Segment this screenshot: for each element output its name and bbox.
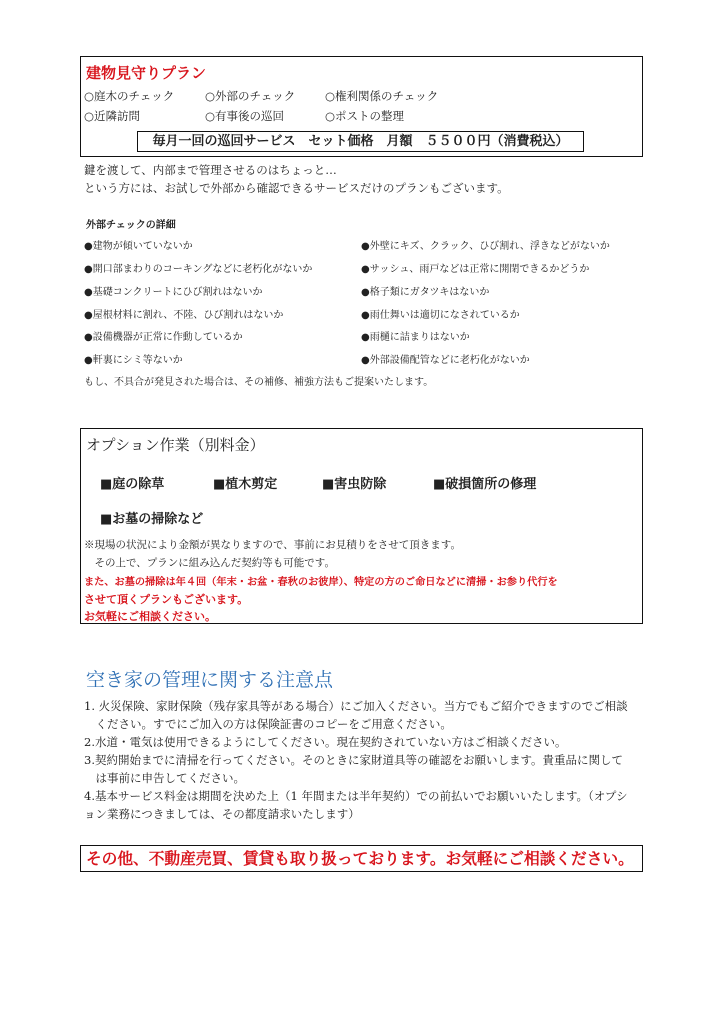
exterior-item: ●建物が傾いていないか — [84, 241, 193, 252]
exterior-item: ●屋根材料に割れ、不陸、ひび割れはないか — [84, 310, 284, 321]
exterior-item: ●雨仕舞いは適切になされているか — [361, 310, 520, 321]
exterior-item: ●格子類にガタツキはないか — [361, 287, 490, 298]
exterior-item: ●設備機器が正常に作動しているか — [84, 332, 243, 343]
plan-item: ○庭木のチェック — [84, 89, 175, 103]
plan-item: ○権利関係のチェック — [325, 89, 439, 103]
plan-item: ○外部のチェック — [205, 89, 296, 103]
option-item: ■害虫防除 — [322, 477, 387, 492]
options-title: オプション作業（別料金） — [86, 436, 265, 454]
plan-title: 建物見守りプラン — [86, 64, 207, 82]
exterior-item: ●基礎コンクリートにひび割れはないか — [84, 287, 263, 298]
plan-item: ○ポストの整理 — [325, 109, 405, 123]
exterior-item: ●軒裏にシミ等ないか — [84, 355, 183, 366]
options-red-note: させて頂くプランもございます。 — [84, 593, 249, 606]
contact-banner: その他、不動産売買、賃貸も取り扱っております。お気軽にご相談ください。 — [86, 849, 634, 868]
option-item: ■植木剪定 — [213, 477, 278, 492]
intro-line: という方には、お試しで外部から確認できるサービスだけのプランもございます。 — [84, 181, 509, 195]
exterior-item: ●外部設備配管などに老朽化がないか — [361, 355, 530, 366]
option-item: ■お墓の掃除など — [100, 512, 204, 527]
caution-line: 2.水道・電気は使用できるようにしてください。現在契約されていない方はご相談ください。 — [84, 735, 567, 749]
caution-line: 1. 火災保険、家財保険（残存家具等がある場合）にご加入ください。当方でもご紹介できますのでご相談 — [84, 699, 628, 713]
exterior-item: ●サッシュ、雨戸などは正常に開閉できるかどうか — [361, 264, 590, 275]
caution-line: ください。すでにご加入の方は保険証書のコピーをご用意ください。 — [84, 717, 452, 731]
caution-line: 3.契約開始までに清掃を行ってください。そのときに家財道具等の確認をお願いします。貴重品に関して — [84, 753, 624, 767]
options-red-note: お気軽にご相談ください。 — [84, 610, 216, 623]
plan-item: ○近隣訪問 — [84, 109, 141, 123]
caution-title: 空き家の管理に関する注意点 — [86, 669, 334, 691]
option-item: ■庭の除草 — [100, 477, 165, 492]
exterior-heading: 外部チェックの詳細 — [86, 220, 176, 231]
intro-line: 鍵を渡して、内部まで管理させるのはちょっと… — [84, 163, 337, 177]
plan-item: ○有事後の巡回 — [205, 109, 285, 123]
exterior-item: ●外壁にキズ、クラック、ひび割れ、浮きなどがないか — [361, 241, 610, 252]
exterior-item: ●開口部まわりのコーキングなどに老朽化がないか — [84, 264, 313, 275]
price-box: 毎月一回の巡回サービス セット価格 月額 ５５００円（消費税込） — [137, 131, 584, 152]
caution-line: 4.基本サービス料金は期間を決めた上（1 年間または半年契約）での前払いでお願いいたします。（オプシ — [84, 789, 628, 803]
option-item: ■破損箇所の修理 — [433, 477, 537, 492]
options-note: その上で、プランに組み込んだ契約等も可能です。 — [84, 557, 335, 569]
options-note: ※現場の状況により金額が異なりますので、事前にお見積りをさせて頂きます。 — [84, 539, 461, 551]
options-red-note: また、お墓の掃除は年４回（年末・お盆・春秋のお彼岸）、特定の方のご命日などに清掃・お参り代行を — [84, 577, 558, 588]
caution-line: ョン業務につきましては、その都度請求いたします） — [84, 807, 360, 821]
exterior-item: ●雨樋に詰まりはないか — [361, 332, 470, 343]
exterior-footer: もし、不具合が発見された場合は、その補修、補強方法もご提案いたします。 — [84, 377, 434, 388]
caution-line: は事前に申告してください。 — [84, 771, 245, 785]
